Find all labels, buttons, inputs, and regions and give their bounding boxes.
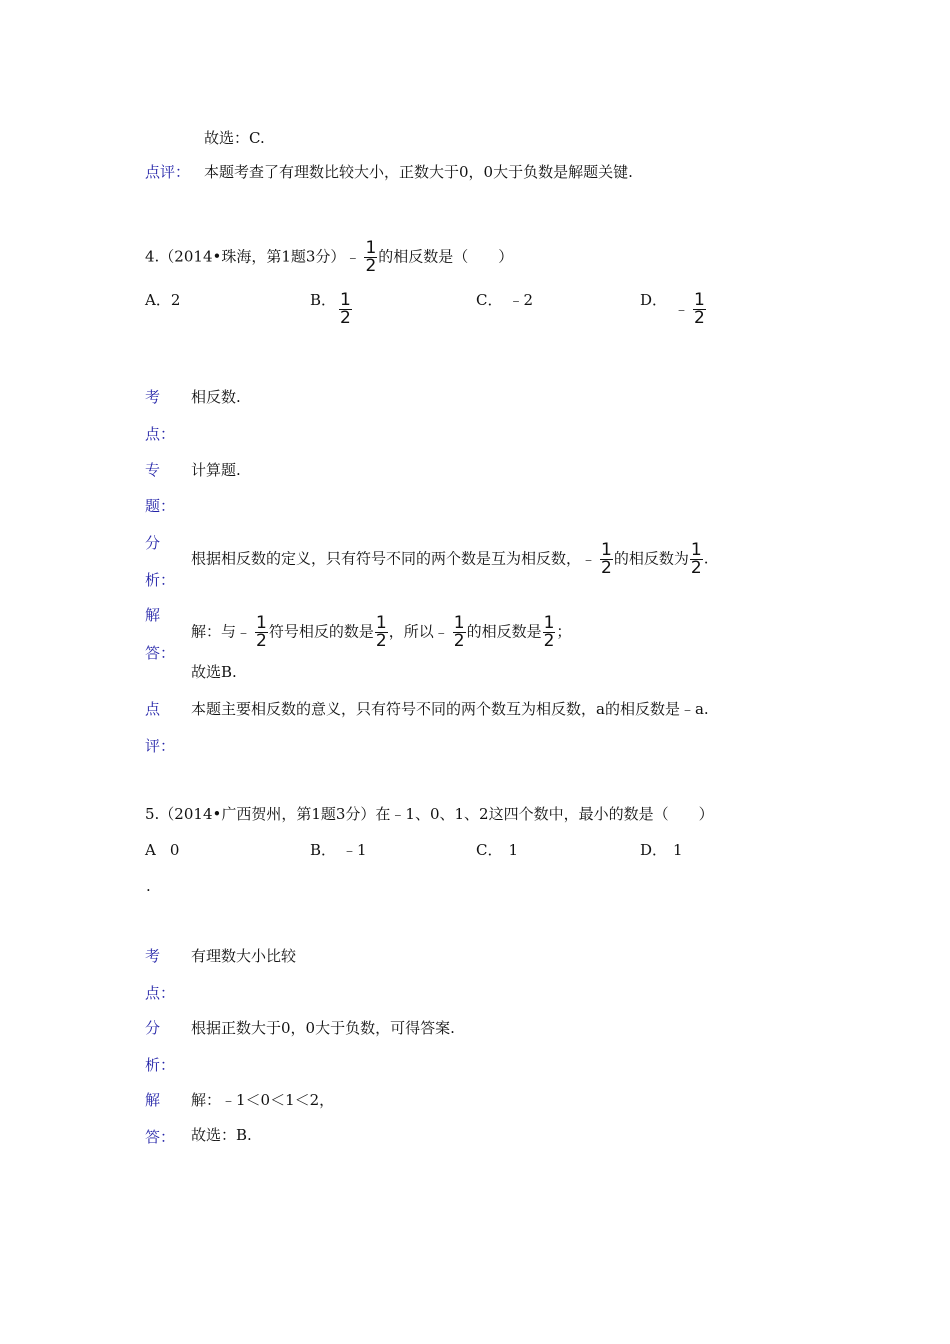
text-segment: . [703, 549, 709, 568]
q5-fenxi-text: 根据正数大于0，0大于负数，可得答案. [191, 1019, 455, 1037]
q5-jieda-answer: 故选：B. [191, 1126, 252, 1144]
option-value: 0 [169, 841, 180, 859]
text-segment: ，所以 [388, 622, 434, 641]
q5-option-a-dot: . [146, 877, 151, 895]
text-segment: 符号相反的数是 [268, 622, 374, 641]
q4-jieda-text [191, 615, 571, 650]
q4-option-a [145, 290, 180, 310]
q4-fenxi-label-2: 析： [145, 571, 176, 589]
q4-jieda-label-1: 解 [145, 606, 161, 624]
fraction-numerator: 1 [375, 613, 387, 633]
option-neg: ﹣ [674, 299, 690, 318]
neg-sign: ﹣ [581, 549, 597, 568]
q3-comment-text: 本题考查了有理数比较大小，正数大于0，0大于负数是解题关键. [204, 163, 633, 181]
fraction [600, 542, 613, 577]
q5-kaodian-text: 有理数大小比较 [191, 947, 297, 965]
fraction [375, 615, 388, 650]
fraction-denominator: 2 [340, 308, 351, 328]
option-label: D． [640, 291, 668, 309]
fraction-numerator: 1 [543, 613, 555, 633]
q4-pingping-text: 本题主要相反数的意义，只有符号不同的两个数互为相反数，a的相反数是﹣a. [191, 700, 709, 718]
option-label: A [145, 841, 156, 859]
q4-zhuanti-label-2: 题： [145, 497, 176, 515]
fraction-denominator: 2 [601, 558, 612, 578]
fraction-numerator: 1 [601, 540, 612, 560]
q4-stem-suffix: 的相反数是（ ） [378, 247, 514, 266]
option-label: A． [145, 291, 171, 309]
fraction-numerator: 1 [690, 540, 702, 560]
q5-fenxi-label-1: 分 [145, 1019, 161, 1037]
text-segment: ； [556, 622, 572, 641]
option-value: ﹣2 [508, 291, 534, 309]
q4-stem-neg: ﹣ [345, 247, 361, 266]
text-segment: 根据相反数的定义，只有符号不同的两个数是互为相反数， [191, 549, 582, 568]
q4-pingping-label-1: 点 [145, 700, 161, 718]
option-value: ﹣1 [342, 841, 367, 859]
text-segment: 的相反数是 [466, 622, 542, 641]
q4-zhuanti-label-1: 专 [145, 461, 161, 479]
text-segment: 的相反数为 [613, 549, 689, 568]
option-value: 1 [508, 841, 519, 859]
neg-sign: ﹣ [433, 622, 449, 641]
q5-jieda-label-2: 答： [145, 1128, 176, 1146]
q4-jieda-label-2: 答： [145, 644, 176, 662]
fraction-denominator: 2 [365, 256, 377, 276]
option-label: D． [640, 841, 668, 859]
fraction [690, 542, 703, 577]
q4-zhuanti-text: 计算题. [191, 461, 241, 479]
fraction-denominator: 2 [543, 631, 555, 651]
q5-jieda-label-1: 解 [145, 1091, 161, 1109]
neg-sign: ﹣ [236, 622, 252, 641]
q4-stem [145, 240, 513, 275]
q4-option-b [310, 290, 336, 310]
fraction-denominator: 2 [694, 308, 705, 328]
fraction-numerator: 1 [365, 238, 377, 258]
option-value: 1 [673, 841, 683, 859]
q4-option-c [476, 290, 533, 310]
option-label: B． [310, 841, 337, 859]
fraction-numerator: 1 [694, 290, 705, 310]
fraction-denominator: 2 [453, 631, 465, 651]
option-label: B． [310, 291, 337, 309]
q4-stem-prefix: 4.（2014•珠海，第1题3分） [145, 247, 346, 266]
q5-option-b [310, 840, 367, 860]
fraction [543, 615, 556, 650]
q4-jieda-answer: 故选B. [191, 663, 237, 681]
q5-kaodian-label-1: 考 [145, 947, 161, 965]
q5-fenxi-label-2: 析： [145, 1056, 176, 1074]
q4-option-d [640, 290, 667, 310]
fraction-numerator: 1 [340, 290, 351, 310]
fraction-denominator: 2 [256, 631, 267, 651]
text-segment: 解：与 [191, 622, 237, 641]
fraction [453, 615, 466, 650]
fraction [255, 615, 268, 650]
fraction-numerator: 1 [453, 613, 465, 633]
fraction-denominator: 2 [375, 631, 387, 651]
option-label: C． [476, 841, 503, 859]
q4-fenxi-label-1: 分 [145, 534, 161, 552]
q4-stem-fraction [364, 240, 377, 275]
q5-stem: 5.（2014•广西贺州，第1题3分）在﹣1、0、1、2这四个数中，最小的数是（ ） [145, 805, 714, 823]
q3-answer-line: 故选：C. [204, 129, 265, 147]
q4-option-d-fraction [674, 292, 707, 327]
fraction-numerator: 1 [256, 613, 267, 633]
option-label: C． [476, 291, 503, 309]
q3-comment-label: 点评： [145, 163, 191, 181]
q5-kaodian-label-2: 点： [145, 984, 176, 1002]
q5-option-c [476, 840, 518, 860]
q4-kaodian-label-2: 点： [145, 425, 176, 443]
q4-pingping-label-2: 评： [145, 737, 176, 755]
option-value: 2 [170, 291, 181, 309]
q5-option-a [145, 840, 179, 860]
q5-jieda-text: 解：﹣1＜0＜1＜2， [191, 1091, 335, 1109]
q4-option-b-fraction [338, 292, 353, 327]
fraction-denominator: 2 [690, 558, 702, 578]
q5-option-d [640, 840, 683, 860]
q4-kaodian-label-1: 考 [145, 388, 161, 406]
q4-fenxi-text [191, 542, 708, 577]
q4-kaodian-text: 相反数. [191, 388, 241, 406]
